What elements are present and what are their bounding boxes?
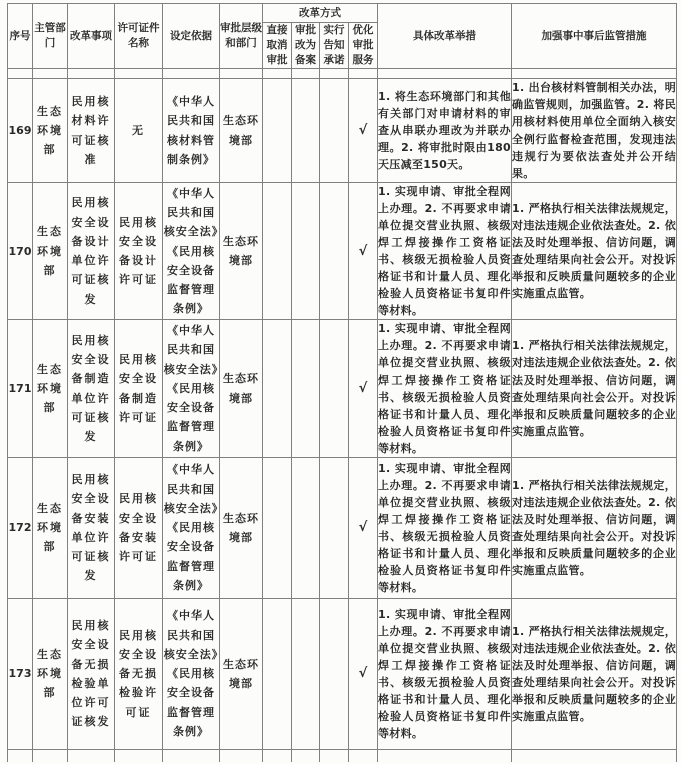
cell-basis: 《中华人民共和国核安全法》《民用核安全设备监督管理条例》 — [163, 457, 220, 598]
cell-mode-filing — [292, 79, 320, 183]
cell-dept: 生态环境部 — [33, 457, 68, 598]
header-license: 许可证件名称 — [115, 4, 163, 69]
cell-basis: 《中华人民共和国核材料管制条例》 — [163, 79, 220, 183]
cell-supervision: 1. 严格执行相关法律法规规定，对违法违规企业依法查处。2. 依法及时处理举报、信访问题，调查处理结果向社会公开。对投诉举报和反映质量问题较多的企业实施重点监管。 — [512, 457, 677, 598]
cell-measures: 1. 实现申请、审批全程网上办理。2. 不再要求申请单位提交营业执照、核级焊工焊接操作工资格证书、核级无损检验人员资格证书和计量人员、理化检验人员资格证书复印件等材料。 — [378, 457, 512, 598]
cell-item: 民用核安全设备安装单位许可证核发 — [68, 457, 115, 598]
cell-license: 民用核安全设备设计许可证 — [115, 183, 163, 320]
cell-seq: 170 — [8, 183, 33, 320]
cell-supervision: 1. 严格执行相关法律法规规定，对违法违规企业依法查处。2. 依法及时处理举报、信访问题，调查处理结果向社会公开。对投诉举报和反映质量问题较多的企业实施重点监管。 — [512, 183, 677, 320]
reform-table — [7, 3, 677, 762]
cell-seq: 169 — [8, 79, 33, 183]
cell-mode-cancel — [263, 320, 292, 457]
cell-item: 民用核安全设备制造单位许可证核发 — [68, 320, 115, 457]
cell-basis: 《中华人民共和国核安全法》《民用核安全设备监督管理条例》 — [163, 320, 220, 457]
cell-item: 民用核材料许可证核准 — [68, 79, 115, 183]
cell-mode-optimize-check: √ — [349, 320, 378, 457]
cell-basis: 《中华人民共和国核安全法》《民用核安全设备监督管理条例》 — [163, 183, 220, 320]
cell-dept: 生态环境部 — [33, 183, 68, 320]
cell-measures: 1. 将生态环境部门和其他有关部门对申请材料的审查从串联办理改为并联办理。2. 将审批时限由180天压减至150天。 — [378, 79, 512, 183]
partial-row — [8, 749, 677, 762]
cell-supervision: 1. 严格执行相关法律法规规定，对违法违规企业依法查处。2. 依法及时处理举报、信访问题，调查处理结果向社会公开。对投诉举报和反映质量问题较多的企业实施重点监管。 — [512, 598, 677, 749]
header-measures: 具体改革举措 — [378, 4, 512, 69]
cell-mode-optimize-check: √ — [349, 598, 378, 749]
cell-seq: 172 — [8, 457, 33, 598]
cell-mode-cancel — [263, 598, 292, 749]
header-mode-filing: 审批改为备案 — [292, 23, 320, 69]
header-basis: 设定依据 — [163, 4, 220, 69]
cell-mode-optimize-check: √ — [349, 183, 378, 320]
cell-measures: 1. 实现申请、审批全程网上办理。2. 不再要求申请单位提交营业执照、核级焊工焊接操作工资格证书、核级无损检验人员资格证书和计量人员、理化检验人员资格证书复印件等材料。 — [378, 320, 512, 457]
cell-level: 生态环境部 — [220, 457, 263, 598]
cell-supervision: 1. 出台核材料管制相关办法，明确监管规则，加强监管。2. 将民用核材料使用单位全面纳入核安全例行监督检查范围，发现违法违规行为要依法查处并公开结果。 — [512, 79, 677, 183]
cell-seq: 173 — [8, 598, 33, 749]
cell-dept: 生态环境部 — [33, 79, 68, 183]
spacer-row — [8, 69, 677, 79]
cell-mode-filing — [292, 183, 320, 320]
header-level: 审批层级和部门 — [220, 4, 263, 69]
table-row-171 — [8, 320, 677, 457]
cell-dept: 生态环境部 — [33, 598, 68, 749]
cell-license: 无 — [115, 79, 163, 183]
header-supervision: 加强事中事后监管措施 — [512, 4, 677, 69]
cell-mode-notify — [320, 598, 349, 749]
cell-seq: 171 — [8, 320, 33, 457]
cell-level: 生态环境部 — [220, 598, 263, 749]
table-row-169 — [8, 79, 677, 183]
cell-mode-notify — [320, 320, 349, 457]
cell-mode-filing — [292, 320, 320, 457]
header-item: 改革事项 — [68, 4, 115, 69]
cell-mode-filing — [292, 598, 320, 749]
cell-mode-optimize-check: √ — [349, 79, 378, 183]
cell-level: 生态环境部 — [220, 320, 263, 457]
cell-basis: 《中华人民共和国核安全法》《民用核安全设备监督管理条例》 — [163, 598, 220, 749]
cell-level: 生态环境部 — [220, 79, 263, 183]
table-row-172 — [8, 457, 677, 598]
header-mode-group: 改革方式 — [263, 4, 378, 23]
table-row-170 — [8, 183, 677, 320]
header-mode-cancel: 直接取消审批 — [263, 23, 292, 69]
header-dept: 主管部门 — [33, 4, 68, 69]
cell-license: 民用核安全设备无损检验许可证 — [115, 598, 163, 749]
cell-item: 民用核安全设备无损检验单位许可证核发 — [68, 598, 115, 749]
cell-measures: 1. 实现申请、审批全程网上办理。2. 不再要求申请单位提交营业执照、核级焊工焊接操作工资格证书、核级无损检验人员资格证书和计量人员、理化检验人员资格证书复印件等材料。 — [378, 183, 512, 320]
cell-mode-notify — [320, 457, 349, 598]
cell-level: 生态环境部 — [220, 183, 263, 320]
header-mode-notify: 实行告知承诺 — [320, 23, 349, 69]
cell-measures: 1. 实现申请、审批全程网上办理。2. 不再要求申请单位提交营业执照、核级焊工焊接操作工资格证书、核级无损检验人员资格证书和计量人员、理化检验人员资格证书复印件等材料。 — [378, 598, 512, 749]
cell-mode-filing — [292, 457, 320, 598]
header-seq: 序号 — [8, 4, 33, 69]
cell-mode-cancel — [263, 457, 292, 598]
table-row-173 — [8, 598, 677, 749]
cell-dept: 生态环境部 — [33, 320, 68, 457]
header-mode-optimize: 优化审批服务 — [349, 23, 378, 69]
cell-supervision: 1. 严格执行相关法律法规规定，对违法违规企业依法查处。2. 依法及时处理举报、信访问题，调查处理结果向社会公开。对投诉举报和反映质量问题较多的企业实施重点监管。 — [512, 320, 677, 457]
header-row-group — [8, 4, 677, 23]
cell-mode-cancel — [263, 183, 292, 320]
cell-mode-notify — [320, 79, 349, 183]
cell-mode-cancel — [263, 79, 292, 183]
cell-item: 民用核安全设备设计单位许可证核发 — [68, 183, 115, 320]
cell-mode-notify — [320, 183, 349, 320]
cell-license: 民用核安全设备制造许可证 — [115, 320, 163, 457]
cell-mode-optimize-check: √ — [349, 457, 378, 598]
cell-license: 民用核安全设备安装许可证 — [115, 457, 163, 598]
